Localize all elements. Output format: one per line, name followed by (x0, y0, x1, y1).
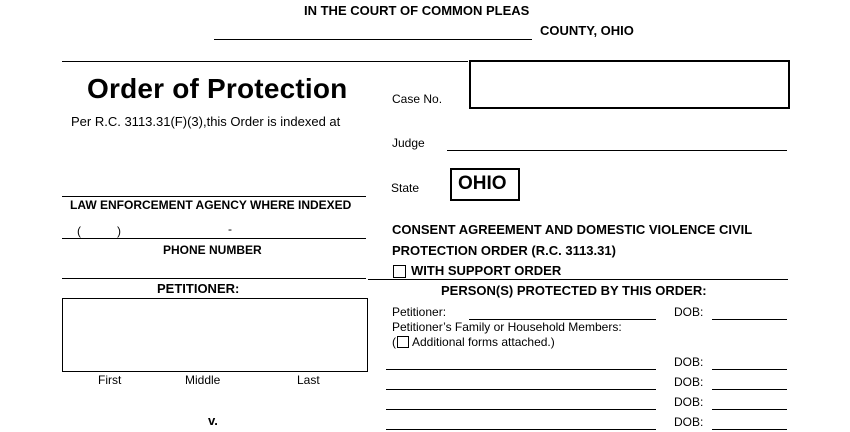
family-dob-field-1[interactable] (712, 369, 787, 370)
county-field[interactable] (214, 39, 532, 40)
agency-label: LAW ENFORCEMENT AGENCY WHERE INDEXED (70, 198, 352, 212)
family-member-field-3[interactable] (386, 409, 656, 410)
petitioner-name-box[interactable] (62, 298, 368, 372)
family-dob-field-3[interactable] (712, 409, 787, 410)
state-label: State (391, 181, 420, 195)
family-dob-field-4[interactable] (712, 429, 787, 430)
family-member-field-1[interactable] (386, 369, 656, 370)
state-box (450, 168, 520, 201)
name-first-label: First (98, 373, 122, 387)
agency-divider (62, 196, 366, 197)
protected-heading: PERSON(S) PROTECTED BY THIS ORDER: (441, 283, 707, 298)
court-heading: IN THE COURT OF COMMON PLEAS (304, 3, 530, 18)
family-dob-label-2: DOB: (674, 375, 704, 389)
family-dob-label-1: DOB: (674, 355, 704, 369)
support-order-label: WITH SUPPORT ORDER (411, 263, 562, 278)
additional-forms-label: Additional forms attached.) (412, 335, 555, 349)
protected-petitioner-label: Petitioner: (392, 305, 447, 319)
additional-forms-checkbox[interactable] (397, 336, 409, 348)
index-note: Per R.C. 3113.31(F)(3),this Order is indexed at (71, 114, 341, 129)
case-no-label: Case No. (392, 92, 443, 106)
petitioner-dob-field[interactable] (712, 319, 787, 320)
judge-field[interactable] (447, 150, 787, 151)
judge-label: Judge (392, 136, 425, 150)
family-dob-label-3: DOB: (674, 395, 704, 409)
name-middle-label: Middle (185, 373, 221, 387)
phone-dash: - (228, 222, 232, 236)
name-last-label: Last (297, 373, 320, 387)
additional-open-paren: ( (392, 335, 396, 349)
top-divider-mid (368, 61, 468, 62)
family-member-field-2[interactable] (386, 389, 656, 390)
support-order-checkbox[interactable] (393, 265, 406, 278)
county-label: COUNTY, OHIO (540, 23, 634, 38)
petitioner-divider (62, 278, 366, 279)
petitioner-heading: PETITIONER: (157, 281, 240, 296)
document-title: Order of Protection (87, 73, 348, 104)
family-dob-field-2[interactable] (712, 389, 787, 390)
family-dob-label-4: DOB: (674, 415, 704, 429)
protected-divider (368, 279, 788, 280)
phone-field[interactable] (62, 238, 366, 239)
versus-label: v. (208, 413, 218, 428)
order-title-line-2: PROTECTION ORDER (R.C. 3113.31) (392, 243, 616, 258)
petitioner-dob-label: DOB: (674, 305, 704, 319)
phone-close-paren: ) (117, 224, 121, 238)
phone-open-paren: ( (77, 224, 81, 238)
state-value: OHIO (458, 173, 507, 194)
order-title-line-1: CONSENT AGREEMENT AND DOMESTIC VIOLENCE CIVIL (392, 222, 753, 237)
family-label: Petitioner’s Family or Household Members: (392, 320, 622, 334)
case-number-box[interactable] (469, 60, 790, 109)
family-member-field-4[interactable] (386, 429, 656, 430)
phone-label: PHONE NUMBER (163, 243, 262, 257)
top-divider-left (62, 61, 368, 62)
